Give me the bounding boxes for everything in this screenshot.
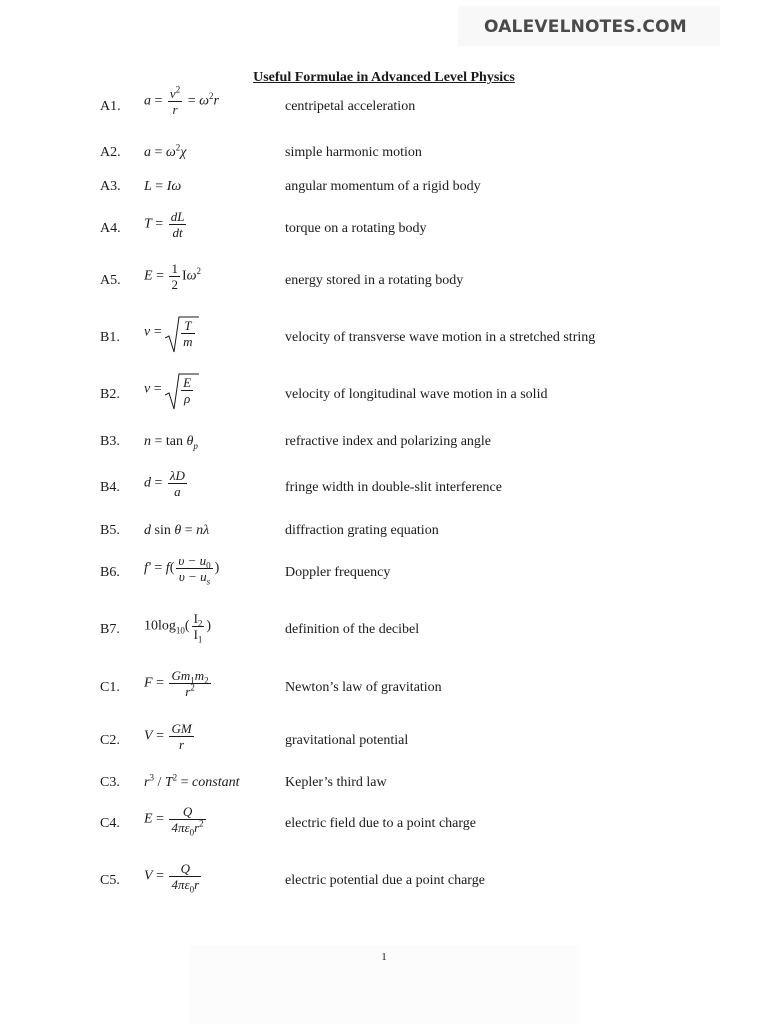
formula-label: B4. bbox=[100, 480, 120, 495]
formula-label: B5. bbox=[100, 523, 120, 538]
formula-row-c4 bbox=[0, 804, 768, 854]
formula-expression: E = $\frac{Q}{4\pi\varepsilon_0r^2}$ bbox=[144, 804, 204, 838]
formula-label: B3. bbox=[100, 434, 120, 449]
formula-expression: d = $\frac{\lambda D}{a}$ bbox=[144, 468, 185, 499]
formula-description: velocity of transverse wave motion in a stretched string bbox=[285, 330, 596, 345]
formula-description: fringe width in double-slit interference bbox=[285, 480, 502, 495]
formula-expression: v = $\frac{T}{m}$ bbox=[144, 316, 197, 349]
formula-description: diffraction grating equation bbox=[285, 523, 439, 538]
formula-description: electric field due to a point charge bbox=[285, 816, 476, 831]
formula-expression: T = $\frac{dL}{dt}$ bbox=[144, 209, 185, 240]
watermark-text: OALEVELNOTES.COM bbox=[484, 17, 687, 37]
formula-label: B2. bbox=[100, 387, 120, 402]
site-watermark bbox=[458, 6, 720, 46]
formula-description: Newton’s law of gravitation bbox=[285, 680, 442, 695]
page-title: Useful Formulae in Advanced Level Physics bbox=[253, 70, 515, 85]
formula-row-b7 bbox=[0, 611, 768, 661]
formula-expression: v = $\frac{E}{\rho}$ bbox=[144, 373, 195, 406]
formula-label: B6. bbox=[100, 565, 120, 580]
formula-description: refractive index and polarizing angle bbox=[285, 434, 492, 449]
formula-label: A3. bbox=[100, 179, 121, 194]
formula-label: C5. bbox=[100, 873, 120, 888]
formula-description: centripetal acceleration bbox=[285, 99, 416, 114]
formula-description: Kepler’s third law bbox=[285, 775, 387, 790]
formula-row-b2 bbox=[0, 373, 768, 423]
formula-label: A1. bbox=[100, 99, 121, 114]
formula-row-b1 bbox=[0, 316, 768, 366]
formula-expression: V = $\frac{GM}{r}$ bbox=[144, 721, 192, 752]
formula-expression: f' = f( $\frac{\upsilon - u_0}{\upsilon - u_s}$ ) bbox=[144, 553, 220, 587]
formula-description: electric potential due a point charge bbox=[285, 873, 485, 888]
formula-description: Doppler frequency bbox=[285, 565, 391, 580]
formula-label: C1. bbox=[100, 680, 120, 695]
formula-expression: d sin θ = nλ bbox=[144, 523, 210, 538]
formula-description: gravitational potential bbox=[285, 733, 409, 748]
formula-label: A2. bbox=[100, 145, 121, 160]
formula-label: C3. bbox=[100, 775, 120, 790]
formula-row-b4 bbox=[0, 468, 768, 518]
formula-label: C2. bbox=[100, 733, 120, 748]
formula-expression: V = $\frac{Q}{4\pi\varepsilon_0r}$ bbox=[144, 861, 200, 895]
formula-expression: F = $\frac{Gm_1m_2}{r^2}$ bbox=[144, 668, 209, 699]
formula-row-a1 bbox=[0, 86, 768, 136]
formula-description: angular momentum of a rigid body bbox=[285, 179, 481, 194]
formula-row-a5 bbox=[0, 260, 768, 310]
formula-label: A4. bbox=[100, 221, 121, 236]
formula-description: definition of the decibel bbox=[285, 622, 420, 637]
formula-row-c5 bbox=[0, 861, 768, 911]
formula-label: A5. bbox=[100, 273, 121, 288]
formula-label: B1. bbox=[100, 330, 120, 345]
formula-expression: E = $\frac{1}{2}$ $I\omega^2$ bbox=[144, 261, 202, 292]
formula-description: energy stored in a rotating body bbox=[285, 273, 464, 288]
formula-expression: $r^3 / T^2$ = constant bbox=[144, 772, 240, 790]
formula-row-c2 bbox=[0, 721, 768, 771]
formula-description: torque on a rotating body bbox=[285, 221, 427, 236]
formula-expression: $a = \omega^2\chi$ bbox=[144, 142, 187, 160]
formula-description: velocity of longitudinal wave motion in a solid bbox=[285, 387, 548, 402]
formula-row-c1 bbox=[0, 668, 768, 718]
formula-row-b6 bbox=[0, 553, 768, 603]
formula-expression: a = $\frac{v^2}{r}$ = $\omega^2r$ bbox=[144, 84, 219, 117]
formula-label: C4. bbox=[100, 816, 120, 831]
formula-expression: $n = \tan \theta_p$ bbox=[144, 434, 198, 451]
formula-label: B7. bbox=[100, 622, 120, 637]
page-number: 1 bbox=[381, 951, 387, 963]
formula-row-a4 bbox=[0, 208, 768, 258]
formula-expression: $10\log_{10}$( $\frac{I_2}{I_1}$ ) bbox=[144, 611, 212, 645]
formula-description: simple harmonic motion bbox=[285, 145, 422, 160]
formula-expression: L = Iω bbox=[144, 179, 182, 194]
